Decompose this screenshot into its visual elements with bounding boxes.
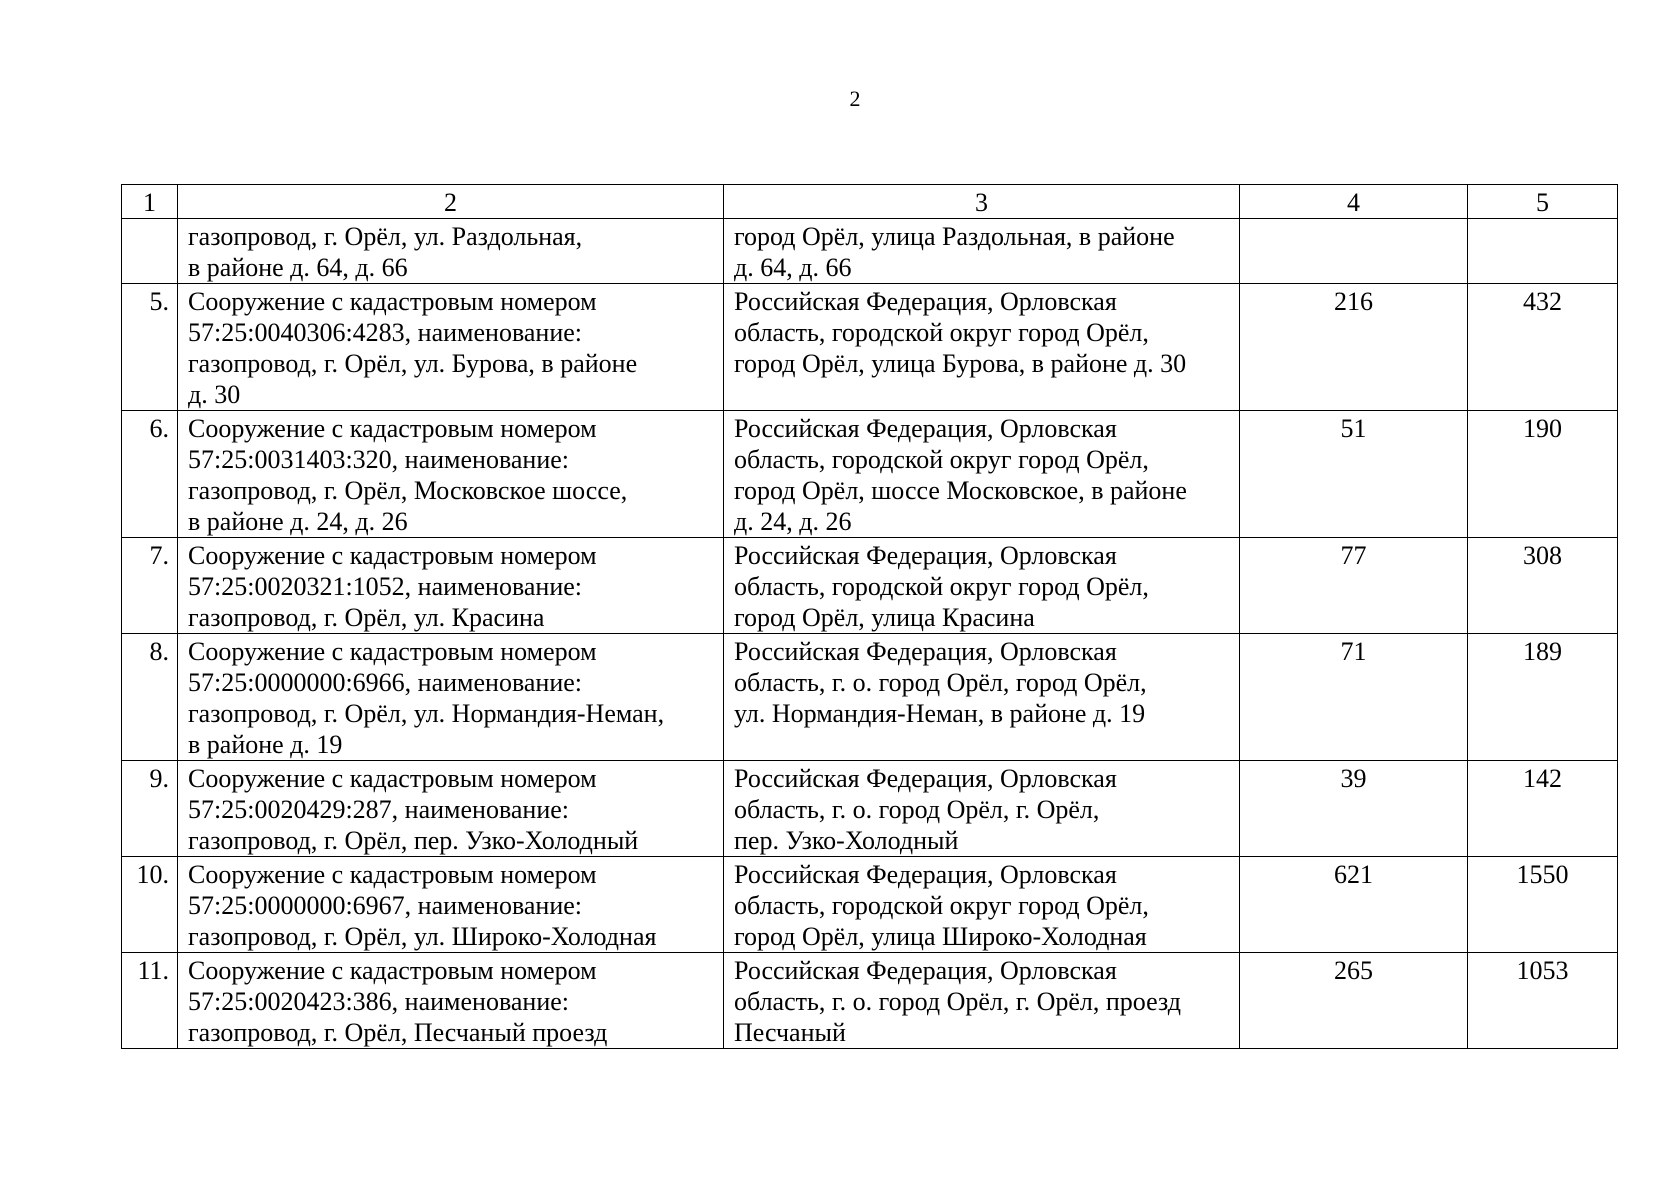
column-4-value: 216: [1240, 284, 1468, 411]
header-cell-2: 2: [178, 185, 724, 219]
address-cell: [724, 538, 1240, 634]
object-name-line: Сооружение с кадастровым номером: [188, 764, 597, 793]
address-cell: [724, 761, 1240, 857]
table-row: [122, 219, 1618, 284]
object-name-line: 57:25:0020321:1052, наименование:: [188, 572, 583, 601]
address-line: область, городской округ город Орёл,: [734, 891, 1149, 920]
column-5-value: 308: [1468, 538, 1618, 634]
column-5-value: [1468, 219, 1618, 284]
table-row: [122, 284, 1618, 411]
address-line: Российская Федерация, Орловская: [734, 414, 1117, 443]
object-name-line: 57:25:0000000:6966, наименование:: [188, 668, 583, 697]
address-line: д. 24, д. 26: [734, 507, 852, 536]
address-line: город Орёл, шоссе Московское, в районе: [734, 476, 1187, 505]
table-row: [122, 634, 1618, 761]
objects-table: [121, 184, 1618, 1049]
object-name-cell: [178, 953, 724, 1049]
table-row: [122, 857, 1618, 953]
address-line: пер. Узко-Холодный: [734, 826, 959, 855]
row-number-cell: 8.: [122, 634, 178, 761]
address-line: область, г. о. город Орёл, г. Орёл, проезд: [734, 987, 1182, 1016]
row-number-cell: 6.: [122, 411, 178, 538]
object-name-line: газопровод, г. Орёл, пер. Узко-Холодный: [188, 826, 639, 855]
column-5-value: 1550: [1468, 857, 1618, 953]
header-cell-4: 4: [1240, 185, 1468, 219]
table-row: [122, 538, 1618, 634]
column-5-value: 189: [1468, 634, 1618, 761]
object-name-cell: [178, 761, 724, 857]
address-cell: [724, 634, 1240, 761]
object-name-cell: [178, 538, 724, 634]
object-name-line: газопровод, г. Орёл, ул. Широко-Холодная: [188, 922, 657, 951]
header-cell-1: 1: [122, 185, 178, 219]
column-4-value: 71: [1240, 634, 1468, 761]
object-name-line: 57:25:0020429:287, наименование:: [188, 795, 570, 824]
object-name-line: 57:25:0031403:320, наименование:: [188, 445, 570, 474]
address-line: Российская Федерация, Орловская: [734, 637, 1117, 666]
address-line: Песчаный: [734, 1018, 846, 1047]
address-line: Российская Федерация, Орловская: [734, 956, 1117, 985]
table-header-row: [122, 185, 1618, 219]
column-4-value: [1240, 219, 1468, 284]
row-number-cell: 11.: [122, 953, 178, 1049]
address-line: область, г. о. город Орёл, город Орёл,: [734, 668, 1147, 697]
object-name-line: Сооружение с кадастровым номером: [188, 287, 597, 316]
object-name-line: газопровод, г. Орёл, Московское шоссе,: [188, 476, 628, 505]
object-name-line: в районе д. 24, д. 26: [188, 507, 408, 536]
address-line: Российская Федерация, Орловская: [734, 764, 1117, 793]
object-name-line: газопровод, г. Орёл, ул. Бурова, в районе: [188, 349, 638, 378]
object-name-line: Сооружение с кадастровым номером: [188, 956, 597, 985]
address-cell: [724, 953, 1240, 1049]
row-number-cell: [122, 219, 178, 284]
object-name-line: Сооружение с кадастровым номером: [188, 541, 597, 570]
address-line: область, городской округ город Орёл,: [734, 445, 1149, 474]
address-line: Российская Федерация, Орловская: [734, 541, 1117, 570]
object-name-line: газопровод, г. Орёл, Песчаный проезд: [188, 1018, 608, 1047]
column-4-value: 265: [1240, 953, 1468, 1049]
address-cell: [724, 857, 1240, 953]
object-name-cell: [178, 411, 724, 538]
column-5-value: 190: [1468, 411, 1618, 538]
row-number-cell: 10.: [122, 857, 178, 953]
object-name-line: 57:25:0000000:6967, наименование:: [188, 891, 583, 920]
table-row: [122, 953, 1618, 1049]
address-line: ул. Нормандия-Неман, в районе д. 19: [734, 699, 1146, 728]
row-number-cell: 9.: [122, 761, 178, 857]
column-4-value: 77: [1240, 538, 1468, 634]
column-5-value: 432: [1468, 284, 1618, 411]
address-line: д. 64, д. 66: [734, 253, 852, 282]
column-4-value: 621: [1240, 857, 1468, 953]
object-name-cell: [178, 219, 724, 284]
address-line: город Орёл, улица Раздольная, в районе: [734, 222, 1175, 251]
address-line: Российская Федерация, Орловская: [734, 287, 1117, 316]
object-name-cell: [178, 284, 724, 411]
header-cell-5: 5: [1468, 185, 1618, 219]
object-name-line: 57:25:0040306:4283, наименование:: [188, 318, 583, 347]
object-name-line: Сооружение с кадастровым номером: [188, 860, 597, 889]
table-body: [122, 185, 1618, 1049]
address-line: город Орёл, улица Широко-Холодная: [734, 922, 1147, 951]
object-name-line: газопровод, г. Орёл, ул. Раздольная,: [188, 222, 583, 251]
address-line: область, г. о. город Орёл, г. Орёл,: [734, 795, 1100, 824]
table-row: [122, 761, 1618, 857]
object-name-line: Сооружение с кадастровым номером: [188, 637, 597, 666]
object-name-line: д. 30: [188, 380, 241, 409]
object-name-line: газопровод, г. Орёл, ул. Красина: [188, 603, 545, 632]
object-name-cell: [178, 634, 724, 761]
address-line: Российская Федерация, Орловская: [734, 860, 1117, 889]
table-row: [122, 411, 1618, 538]
address-line: город Орёл, улица Красина: [734, 603, 1035, 632]
page-number: 2: [849, 86, 861, 111]
address-line: город Орёл, улица Бурова, в районе д. 30: [734, 349, 1187, 378]
header-cell-3: 3: [724, 185, 1240, 219]
column-4-value: 51: [1240, 411, 1468, 538]
object-name-line: 57:25:0020423:386, наименование:: [188, 987, 570, 1016]
object-name-line: в районе д. 19: [188, 730, 343, 759]
address-line: область, городской округ город Орёл,: [734, 318, 1149, 347]
column-5-value: 142: [1468, 761, 1618, 857]
column-4-value: 39: [1240, 761, 1468, 857]
address-cell: [724, 411, 1240, 538]
address-cell: [724, 284, 1240, 411]
row-number-cell: 7.: [122, 538, 178, 634]
object-name-line: газопровод, г. Орёл, ул. Нормандия-Неман,: [188, 699, 665, 728]
row-number-cell: 5.: [122, 284, 178, 411]
address-line: область, городской округ город Орёл,: [734, 572, 1149, 601]
object-name-line: Сооружение с кадастровым номером: [188, 414, 597, 443]
object-name-line: в районе д. 64, д. 66: [188, 253, 408, 282]
column-5-value: 1053: [1468, 953, 1618, 1049]
object-name-cell: [178, 857, 724, 953]
address-cell: [724, 219, 1240, 284]
